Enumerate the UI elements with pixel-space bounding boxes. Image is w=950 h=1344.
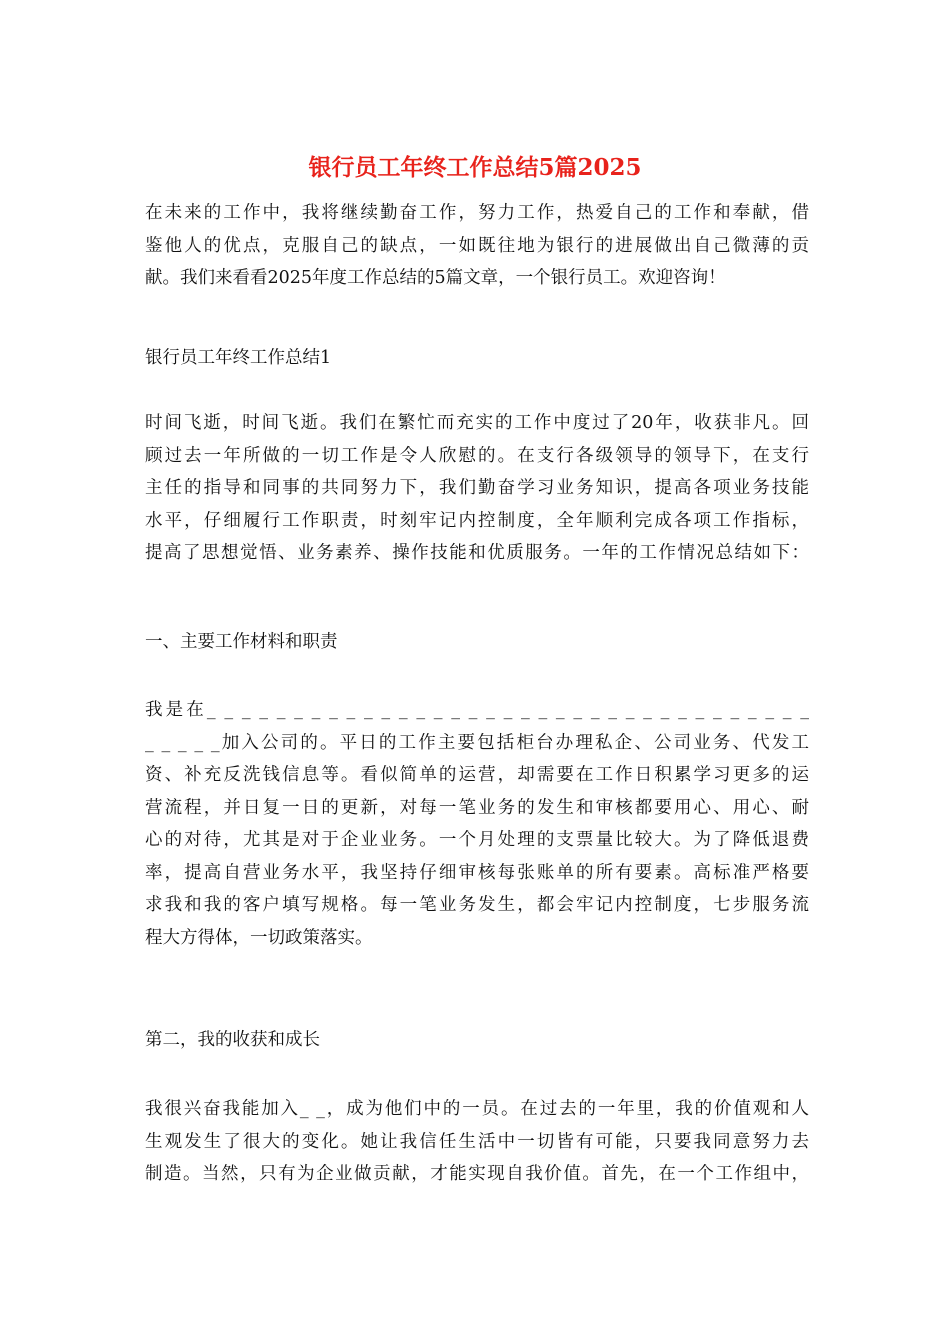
- text-line: _ _ _ _ _加入公司的。平日的工作主要包括柜台办理私企、公司业务、代发工: [145, 732, 809, 753]
- subheading-text: 第二，我的收获和成长: [145, 1030, 320, 1050]
- text-line: 制造。当然，只有为企业做贡献，才能实现自我价值。首先，在一个工作组中，: [145, 1164, 809, 1184]
- text-line: 程大方得体，一切政策落实。: [145, 927, 373, 948]
- text-line: 率，提高自营业务水平，我坚持仔细审核每张账单的所有要素。高标准严格要: [145, 862, 809, 883]
- document-title: 银行员工年终工作总结5篇2025: [308, 154, 642, 181]
- text-line: 求我和我的客户填写规格。每一笔业务发生，都会牢记内控制度，七步服务流: [145, 895, 809, 915]
- text-line: 我很兴奋我能加入_ _，成为他们中的一员。在过去的一年里，我的价值观和人: [145, 1099, 809, 1119]
- text-line: 时间飞逝，时间飞逝。我们在繁忙而充实的工作中度过了20年，收获非凡。回: [145, 413, 809, 433]
- subheading-main-work: [145, 626, 809, 659]
- subheading-text: 一、主要工作材料和职责: [145, 632, 338, 652]
- text-line: 生观发生了很大的变化。她让我信任生活中一切皆有可能，只要我同意努力去: [145, 1131, 809, 1152]
- text-line: 提高了思想觉悟、业务素养、操作技能和优质服务。一年的工作情况总结如下：: [145, 543, 809, 563]
- text-line: 我是在_ _ _ _ _ _ _ _ _ _ _ _ _ _ _ _ _ _ _ _ _ _ _ _ _ _ _ _ _ _ _ _ _ _ _: [145, 700, 809, 720]
- text-line: 顾过去一年所做的一切工作是令人欣慰的。在支行各级领导的领导下，在支行: [145, 445, 809, 466]
- paragraph-3: [145, 1093, 809, 1191]
- text-line: 心的对待，尤其是对于企业业务。一个月处理的支票量比较大。为了降低退费: [145, 830, 809, 850]
- section-heading-text: 银行员工年终工作总结1: [145, 348, 332, 368]
- text-line: 水平，仔细履行工作职责，时刻牢记内控制度，全年顺利完成各项工作指标，: [145, 510, 809, 531]
- subheading-gains: [145, 1024, 809, 1057]
- text-line: 鉴他人的优点，克服自己的缺点，一如既往地为银行的进展做出自己微薄的贡: [145, 235, 809, 256]
- text-line: 主任的指导和同事的共同努力下，我们勤奋学习业务知识，提高各项业务技能: [145, 478, 809, 498]
- text-line: 资、补充反洗钱信息等。看似简单的运营，却需要在工作日积累学习更多的运: [145, 765, 809, 785]
- text-line: 献。我们来看看2025年度工作总结的5篇文章，一个银行员工。欢迎咨询！: [145, 268, 726, 288]
- text-line: 营流程，并日复一日的更新，对每一笔业务的发生和审核都要用心、用心、耐: [145, 797, 809, 818]
- paragraph-2: [145, 694, 809, 954]
- section-heading: [145, 342, 809, 375]
- intro-paragraph: [145, 197, 809, 295]
- paragraph-1: [145, 407, 809, 570]
- text-line: 在未来的工作中，我将继续勤奋工作，努力工作，热爱自己的工作和奉献，借: [145, 203, 809, 223]
